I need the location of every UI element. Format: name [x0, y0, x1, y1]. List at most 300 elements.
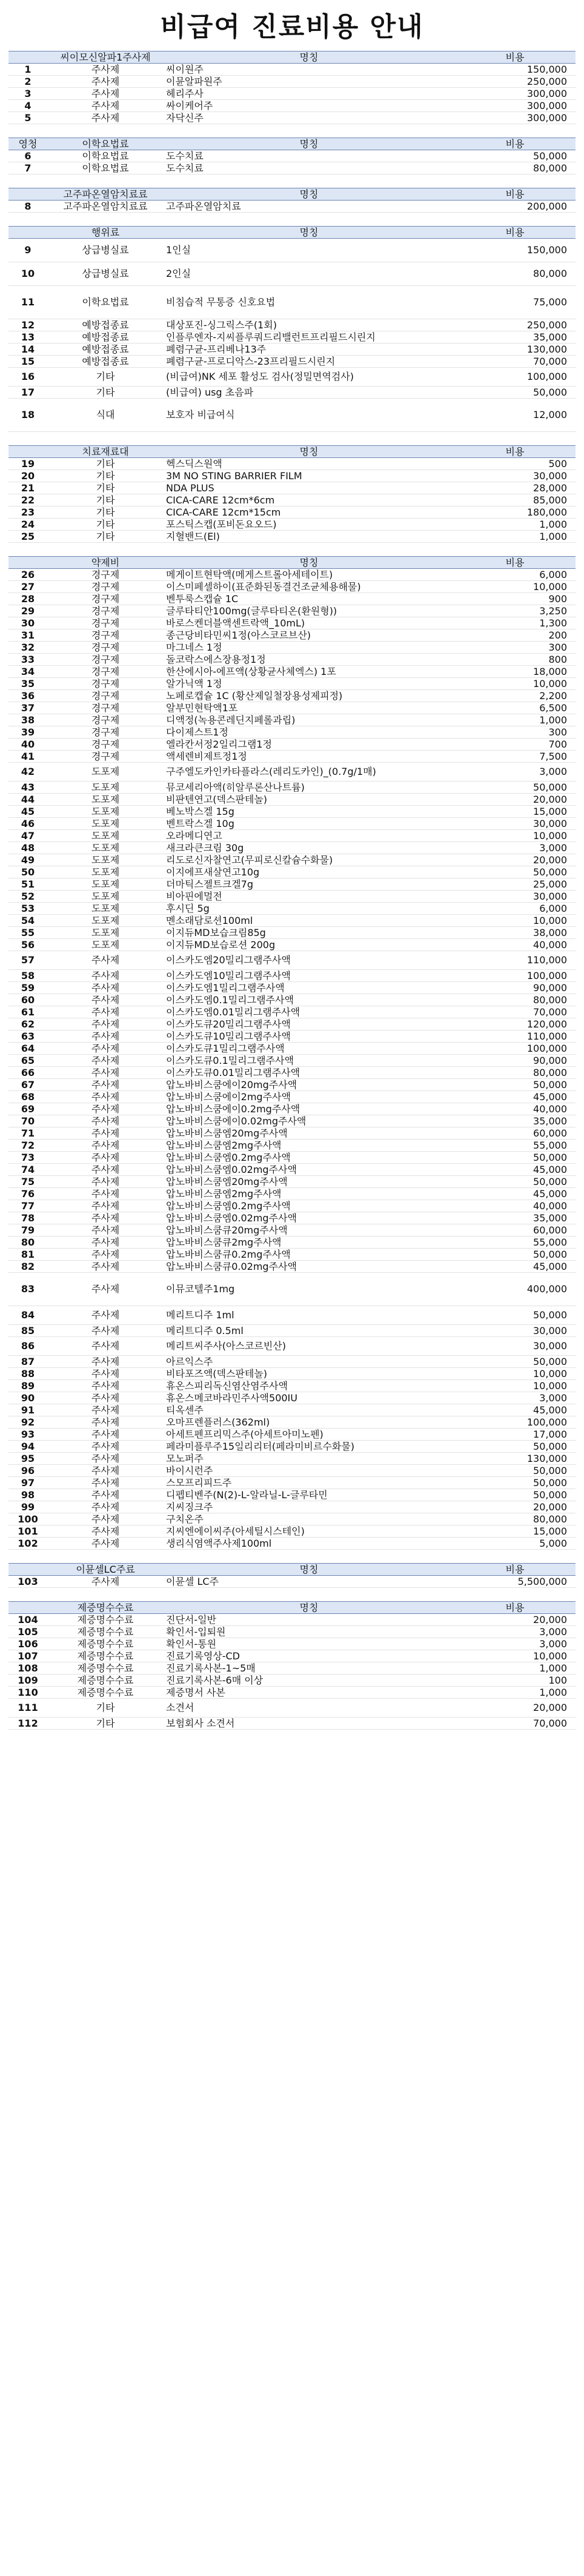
row-category: 주사제 — [47, 1261, 164, 1273]
header-category: 치료재료대 — [47, 446, 164, 458]
row-category: 제증명수수료 — [47, 1638, 164, 1650]
table-row — [8, 319, 576, 331]
row-fee: 110,000 — [454, 1031, 576, 1043]
header-fee: 비용 — [454, 138, 576, 150]
row-name: 압노바비스쿰엠0.02mg주사액 — [164, 1212, 454, 1224]
row-name: 이스카도엠10밀리그램주사액 — [164, 970, 454, 982]
row-number: 102 — [8, 1538, 47, 1550]
row-number: 63 — [8, 1031, 47, 1043]
table-row — [8, 1249, 576, 1261]
row-fee: 20,000 — [454, 854, 576, 866]
row-category: 주사제 — [47, 1325, 164, 1337]
row-name: 뮤코세리아액(히알루론산나트륨) — [164, 782, 454, 794]
row-number: 87 — [8, 1356, 47, 1368]
row-fee: 70,000 — [454, 356, 576, 368]
table-row — [8, 1188, 576, 1200]
table-row — [8, 1031, 576, 1043]
table-row — [8, 1368, 576, 1380]
row-name: 노페로캡슐 1C (황산제일철장용성제피정) — [164, 690, 454, 702]
table-header — [8, 446, 576, 458]
row-name: 티옥센주 — [164, 1404, 454, 1416]
row-fee: 50,000 — [454, 1477, 576, 1489]
row-fee: 50,000 — [454, 150, 576, 162]
header-number: 영청 — [8, 138, 47, 150]
row-number: 43 — [8, 782, 47, 794]
row-fee: 300,000 — [454, 112, 576, 124]
table-row — [8, 1152, 576, 1164]
row-fee: 10,000 — [454, 678, 576, 690]
table-row — [8, 714, 576, 726]
row-number: 10 — [8, 262, 47, 286]
row-number: 62 — [8, 1018, 47, 1031]
table-row — [8, 1127, 576, 1140]
row-number: 38 — [8, 714, 47, 726]
row-number: 83 — [8, 1273, 47, 1306]
table-row — [8, 1212, 576, 1224]
table-row — [8, 763, 576, 782]
row-category: 주사제 — [47, 1115, 164, 1127]
row-name: 압노바비스쿰엠0.2mg주사액 — [164, 1152, 454, 1164]
row-fee: 80,000 — [454, 162, 576, 174]
row-number: 25 — [8, 531, 47, 543]
table-row — [8, 150, 576, 162]
row-fee: 300,000 — [454, 100, 576, 112]
row-fee: 85,000 — [454, 494, 576, 506]
table-row — [8, 678, 576, 690]
row-category: 도포제 — [47, 842, 164, 854]
row-number: 31 — [8, 629, 47, 642]
row-fee: 45,000 — [454, 1091, 576, 1103]
row-number: 74 — [8, 1164, 47, 1176]
table-row — [8, 1018, 576, 1031]
fee-table — [8, 226, 576, 432]
table-header — [8, 1564, 576, 1576]
row-number: 16 — [8, 368, 47, 387]
row-category: 기타 — [47, 458, 164, 470]
header-number — [8, 227, 47, 239]
row-fee: 300,000 — [454, 88, 576, 100]
row-number: 82 — [8, 1261, 47, 1273]
row-number: 75 — [8, 1176, 47, 1188]
row-number: 49 — [8, 854, 47, 866]
row-category: 주사제 — [47, 1164, 164, 1176]
row-fee: 18,000 — [454, 666, 576, 678]
row-fee: 10,000 — [454, 581, 576, 593]
header-number — [8, 1564, 47, 1576]
table-row — [8, 690, 576, 702]
row-fee: 45,000 — [454, 1164, 576, 1176]
row-fee: 15,000 — [454, 1525, 576, 1538]
row-fee: 28,000 — [454, 482, 576, 494]
row-number: 91 — [8, 1404, 47, 1416]
row-fee: 80,000 — [454, 262, 576, 286]
row-fee: 3,000 — [454, 763, 576, 782]
row-number: 88 — [8, 1368, 47, 1380]
row-category: 주사제 — [47, 1079, 164, 1091]
row-number: 59 — [8, 982, 47, 994]
table-row — [8, 1477, 576, 1489]
row-number: 6 — [8, 150, 47, 162]
row-number: 92 — [8, 1416, 47, 1429]
fee-table — [8, 138, 576, 174]
row-category: 주사제 — [47, 1306, 164, 1325]
page-title: 비급여 진료비용 안내 — [160, 12, 424, 42]
row-category: 도포제 — [47, 818, 164, 830]
row-name: 지혈밴드(El) — [164, 531, 454, 543]
row-number: 24 — [8, 519, 47, 531]
row-category: 주사제 — [47, 1031, 164, 1043]
row-number: 51 — [8, 878, 47, 891]
row-number: 97 — [8, 1477, 47, 1489]
row-number: 50 — [8, 866, 47, 878]
table-row — [8, 1079, 576, 1091]
row-number: 61 — [8, 1006, 47, 1018]
row-fee: 1,000 — [454, 1662, 576, 1675]
row-number: 53 — [8, 903, 47, 915]
row-fee: 200,000 — [454, 201, 576, 213]
row-fee: 6,000 — [454, 569, 576, 581]
table-row — [8, 162, 576, 174]
row-category: 주사제 — [47, 1380, 164, 1392]
row-name: 진단서-일반 — [164, 1614, 454, 1626]
table-row — [8, 1465, 576, 1477]
row-name: CICA-CARE 12cm*15cm — [164, 506, 454, 519]
table-row — [8, 794, 576, 806]
row-name: 압노바비스쿰에이2mg주사액 — [164, 1091, 454, 1103]
row-fee: 10,000 — [454, 830, 576, 842]
row-category: 주사제 — [47, 951, 164, 970]
row-name: 진료기록영상-CD — [164, 1650, 454, 1662]
row-number: 107 — [8, 1650, 47, 1662]
row-name: 모노퍼주 — [164, 1453, 454, 1465]
row-fee: 5,000 — [454, 1538, 576, 1550]
row-fee: 60,000 — [454, 1127, 576, 1140]
row-name: 바이시런주 — [164, 1465, 454, 1477]
row-number: 14 — [8, 344, 47, 356]
row-category: 제증명수수료 — [47, 1675, 164, 1687]
row-name: 이지듀MD보습크림85g — [164, 927, 454, 939]
row-fee: 3,000 — [454, 1626, 576, 1638]
row-category: 도포제 — [47, 830, 164, 842]
row-category: 주사제 — [47, 1212, 164, 1224]
row-number: 99 — [8, 1501, 47, 1513]
row-number: 109 — [8, 1675, 47, 1687]
row-category: 제증명수수료 — [47, 1614, 164, 1626]
row-name: 압노바비스쿰큐20mg주사액 — [164, 1224, 454, 1237]
row-fee: 40,000 — [454, 939, 576, 951]
row-name: 헥스딕스원액 — [164, 458, 454, 470]
row-number: 30 — [8, 617, 47, 629]
row-number: 32 — [8, 642, 47, 654]
table-row — [8, 1043, 576, 1055]
fee-table — [8, 445, 576, 543]
row-fee: 100,000 — [454, 1043, 576, 1055]
row-name: NDA PLUS — [164, 482, 454, 494]
row-category: 예방접종료 — [47, 344, 164, 356]
row-name: 압노바비스쿰에이0.2mg주사액 — [164, 1103, 454, 1115]
table-row — [8, 1380, 576, 1392]
row-number: 47 — [8, 830, 47, 842]
row-name: 1인실 — [164, 239, 454, 262]
row-name: 다이제스트1정 — [164, 726, 454, 739]
row-name: 씨이원주 — [164, 64, 454, 76]
row-fee: 45,000 — [454, 1404, 576, 1416]
row-category: 도포제 — [47, 866, 164, 878]
table-row — [8, 286, 576, 319]
row-category: 경구제 — [47, 726, 164, 739]
row-fee: 50,000 — [454, 1152, 576, 1164]
row-name: 엘라칸서정2일리그램1정 — [164, 739, 454, 751]
row-category: 도포제 — [47, 878, 164, 891]
row-fee: 130,000 — [454, 344, 576, 356]
table-row — [8, 1306, 576, 1325]
table-row — [8, 239, 576, 262]
header-fee: 비용 — [454, 446, 576, 458]
row-name: 대상포진-싱그릭스주(1회) — [164, 319, 454, 331]
table-row — [8, 1237, 576, 1249]
row-fee: 30,000 — [454, 1337, 576, 1356]
row-number: 72 — [8, 1140, 47, 1152]
header-number — [8, 188, 47, 201]
table-header — [8, 227, 576, 239]
row-name: 알부민현탁액1포 — [164, 702, 454, 714]
row-category: 도포제 — [47, 782, 164, 794]
row-fee: 1,000 — [454, 531, 576, 543]
row-category: 주사제 — [47, 1043, 164, 1055]
fee-table — [8, 1601, 576, 1730]
row-number: 4 — [8, 100, 47, 112]
section-spacer — [0, 174, 584, 188]
row-fee: 30,000 — [454, 891, 576, 903]
table-row — [8, 854, 576, 866]
row-category: 경구제 — [47, 629, 164, 642]
row-number: 40 — [8, 739, 47, 751]
row-fee: 3,000 — [454, 1638, 576, 1650]
row-fee: 3,000 — [454, 1392, 576, 1404]
section-spacer — [0, 213, 584, 226]
header-number — [8, 1602, 47, 1614]
row-category: 주사제 — [47, 1091, 164, 1103]
row-category: 상급병실료 — [47, 262, 164, 286]
row-name: 압노바비스쿰큐0.02mg주사액 — [164, 1261, 454, 1273]
row-category: 주사제 — [47, 1006, 164, 1018]
table-row — [8, 1429, 576, 1441]
row-fee: 100,000 — [454, 1416, 576, 1429]
row-fee: 200 — [454, 629, 576, 642]
row-number: 101 — [8, 1525, 47, 1538]
row-category: 제증명수수료 — [47, 1626, 164, 1638]
table-row — [8, 1404, 576, 1416]
row-name: 도수치료 — [164, 162, 454, 174]
row-fee: 3,000 — [454, 842, 576, 854]
row-category: 주사제 — [47, 1018, 164, 1031]
table-row — [8, 1416, 576, 1429]
table-row — [8, 806, 576, 818]
row-category: 이학요법료 — [47, 162, 164, 174]
row-name: 이스카도엠20밀리그램주사액 — [164, 951, 454, 970]
row-number: 39 — [8, 726, 47, 739]
row-name: (비급여)NK 세포 활성도 검사(정밀면역검사) — [164, 368, 454, 387]
row-fee: 250,000 — [454, 76, 576, 88]
section-spacer — [0, 1588, 584, 1601]
table-row — [8, 1055, 576, 1067]
row-name: 이스카도큐0.1밀리그램주사액 — [164, 1055, 454, 1067]
row-fee: 60,000 — [454, 1224, 576, 1237]
table-row — [8, 666, 576, 678]
row-name: 종근당비타민씨1정(아스코르브산) — [164, 629, 454, 642]
row-name: 압노바비스쿰에이20mg주사액 — [164, 1079, 454, 1091]
row-name: 이뮨셀 LC주 — [164, 1576, 454, 1588]
row-name: 2인실 — [164, 262, 454, 286]
table-row — [8, 1224, 576, 1237]
row-category: 경구제 — [47, 666, 164, 678]
row-fee: 90,000 — [454, 1055, 576, 1067]
row-category: 도포제 — [47, 794, 164, 806]
header-number — [8, 557, 47, 569]
fee-table — [8, 1563, 576, 1588]
row-number: 68 — [8, 1091, 47, 1103]
table-row — [8, 262, 576, 286]
row-name: 비침습적 무통증 신호요법 — [164, 286, 454, 319]
row-category: 주사제 — [47, 1465, 164, 1477]
row-name: 페라미플루주15일리리터(페라미비르수화물) — [164, 1441, 454, 1453]
table-row — [8, 387, 576, 399]
row-fee: 55,000 — [454, 1140, 576, 1152]
row-number: 26 — [8, 569, 47, 581]
row-fee: 300 — [454, 642, 576, 654]
row-category: 경구제 — [47, 581, 164, 593]
row-number: 5 — [8, 112, 47, 124]
row-category: 주사제 — [47, 1127, 164, 1140]
table-row — [8, 1501, 576, 1513]
table-row — [8, 970, 576, 982]
row-fee: 5,500,000 — [454, 1576, 576, 1588]
row-number: 33 — [8, 654, 47, 666]
table-row — [8, 1576, 576, 1588]
row-number: 35 — [8, 678, 47, 690]
table-row — [8, 782, 576, 794]
row-fee: 45,000 — [454, 1188, 576, 1200]
table-row — [8, 1525, 576, 1538]
row-fee: 150,000 — [454, 239, 576, 262]
row-fee: 50,000 — [454, 866, 576, 878]
row-number: 105 — [8, 1626, 47, 1638]
row-number: 66 — [8, 1067, 47, 1079]
row-number: 111 — [8, 1699, 47, 1718]
row-name: 압노바비스쿰엠0.2mg주사액 — [164, 1200, 454, 1212]
table-row — [8, 866, 576, 878]
row-number: 1 — [8, 64, 47, 76]
row-name: 인플루엔자-지씨플루쿼드리밸런트프리필드시린지 — [164, 331, 454, 344]
section-spacer — [0, 432, 584, 445]
row-name: 구치온주 — [164, 1513, 454, 1525]
row-fee: 12,000 — [454, 399, 576, 432]
row-fee: 300 — [454, 726, 576, 739]
row-category: 경구제 — [47, 654, 164, 666]
row-number: 67 — [8, 1079, 47, 1091]
row-name: 진료기록사본-1~5매 — [164, 1662, 454, 1675]
row-fee: 7,500 — [454, 751, 576, 763]
row-number: 69 — [8, 1103, 47, 1115]
row-number: 12 — [8, 319, 47, 331]
row-category: 주사제 — [47, 100, 164, 112]
row-fee: 1,300 — [454, 617, 576, 629]
table-row — [8, 1115, 576, 1127]
row-name: 확인서-입퇴원 — [164, 1626, 454, 1638]
row-category: 도포제 — [47, 806, 164, 818]
row-name: 3M NO STING BARRIER FILM — [164, 470, 454, 482]
row-name: 마그네스 1정 — [164, 642, 454, 654]
row-fee: 55,000 — [454, 1237, 576, 1249]
table-row — [8, 605, 576, 617]
row-number: 42 — [8, 763, 47, 782]
header-number — [8, 446, 47, 458]
row-name: 압노바비스쿰엠0.02mg주사액 — [164, 1164, 454, 1176]
header-fee: 비용 — [454, 1602, 576, 1614]
table-row — [8, 642, 576, 654]
row-name: 액세렌비제트정1정 — [164, 751, 454, 763]
row-fee: 10,000 — [454, 915, 576, 927]
row-fee: 25,000 — [454, 878, 576, 891]
row-name: 포스틱스캡(포비돈요오드) — [164, 519, 454, 531]
row-category: 도포제 — [47, 854, 164, 866]
row-name: 글루타티안100mg(글루타티온(환원형)) — [164, 605, 454, 617]
header-category: 행위료 — [47, 227, 164, 239]
row-category: 기타 — [47, 506, 164, 519]
row-category: 주사제 — [47, 994, 164, 1006]
row-number: 37 — [8, 702, 47, 714]
header-name: 명칭 — [164, 1564, 454, 1576]
row-name: 이지듀MD보습로션 200g — [164, 939, 454, 951]
row-number: 19 — [8, 458, 47, 470]
row-name: 이뮤코텔주1mg — [164, 1273, 454, 1306]
table-row — [8, 1513, 576, 1525]
row-category: 주사제 — [47, 982, 164, 994]
row-number: 94 — [8, 1441, 47, 1453]
row-number: 55 — [8, 927, 47, 939]
row-number: 78 — [8, 1212, 47, 1224]
table-header — [8, 557, 576, 569]
row-name: 휴온스메코바라민주사액500IU — [164, 1392, 454, 1404]
row-name: 고주파온열암치료 — [164, 201, 454, 213]
row-fee: 50,000 — [454, 1356, 576, 1368]
row-number: 29 — [8, 605, 47, 617]
row-number: 41 — [8, 751, 47, 763]
row-category: 기타 — [47, 482, 164, 494]
row-category: 주사제 — [47, 1477, 164, 1489]
row-fee: 17,000 — [454, 1429, 576, 1441]
row-name: 압노바비스쿰큐2mg주사액 — [164, 1237, 454, 1249]
row-category: 주사제 — [47, 1237, 164, 1249]
row-name: 더마틱스젤트크겔7g — [164, 878, 454, 891]
row-fee: 180,000 — [454, 506, 576, 519]
row-category: 도포제 — [47, 891, 164, 903]
row-fee: 90,000 — [454, 982, 576, 994]
table-row — [8, 1718, 576, 1730]
row-name: 압노바비스쿰엠2mg주사액 — [164, 1188, 454, 1200]
row-category: 도포제 — [47, 763, 164, 782]
row-fee: 50,000 — [454, 1079, 576, 1091]
table-row — [8, 1091, 576, 1103]
table-row — [8, 1325, 576, 1337]
row-number: 90 — [8, 1392, 47, 1404]
header-fee: 비용 — [454, 51, 576, 64]
table-row — [8, 368, 576, 387]
table-row — [8, 1441, 576, 1453]
row-fee: 3,250 — [454, 605, 576, 617]
row-fee: 35,000 — [454, 1212, 576, 1224]
header-category: 제증명수수료 — [47, 1602, 164, 1614]
